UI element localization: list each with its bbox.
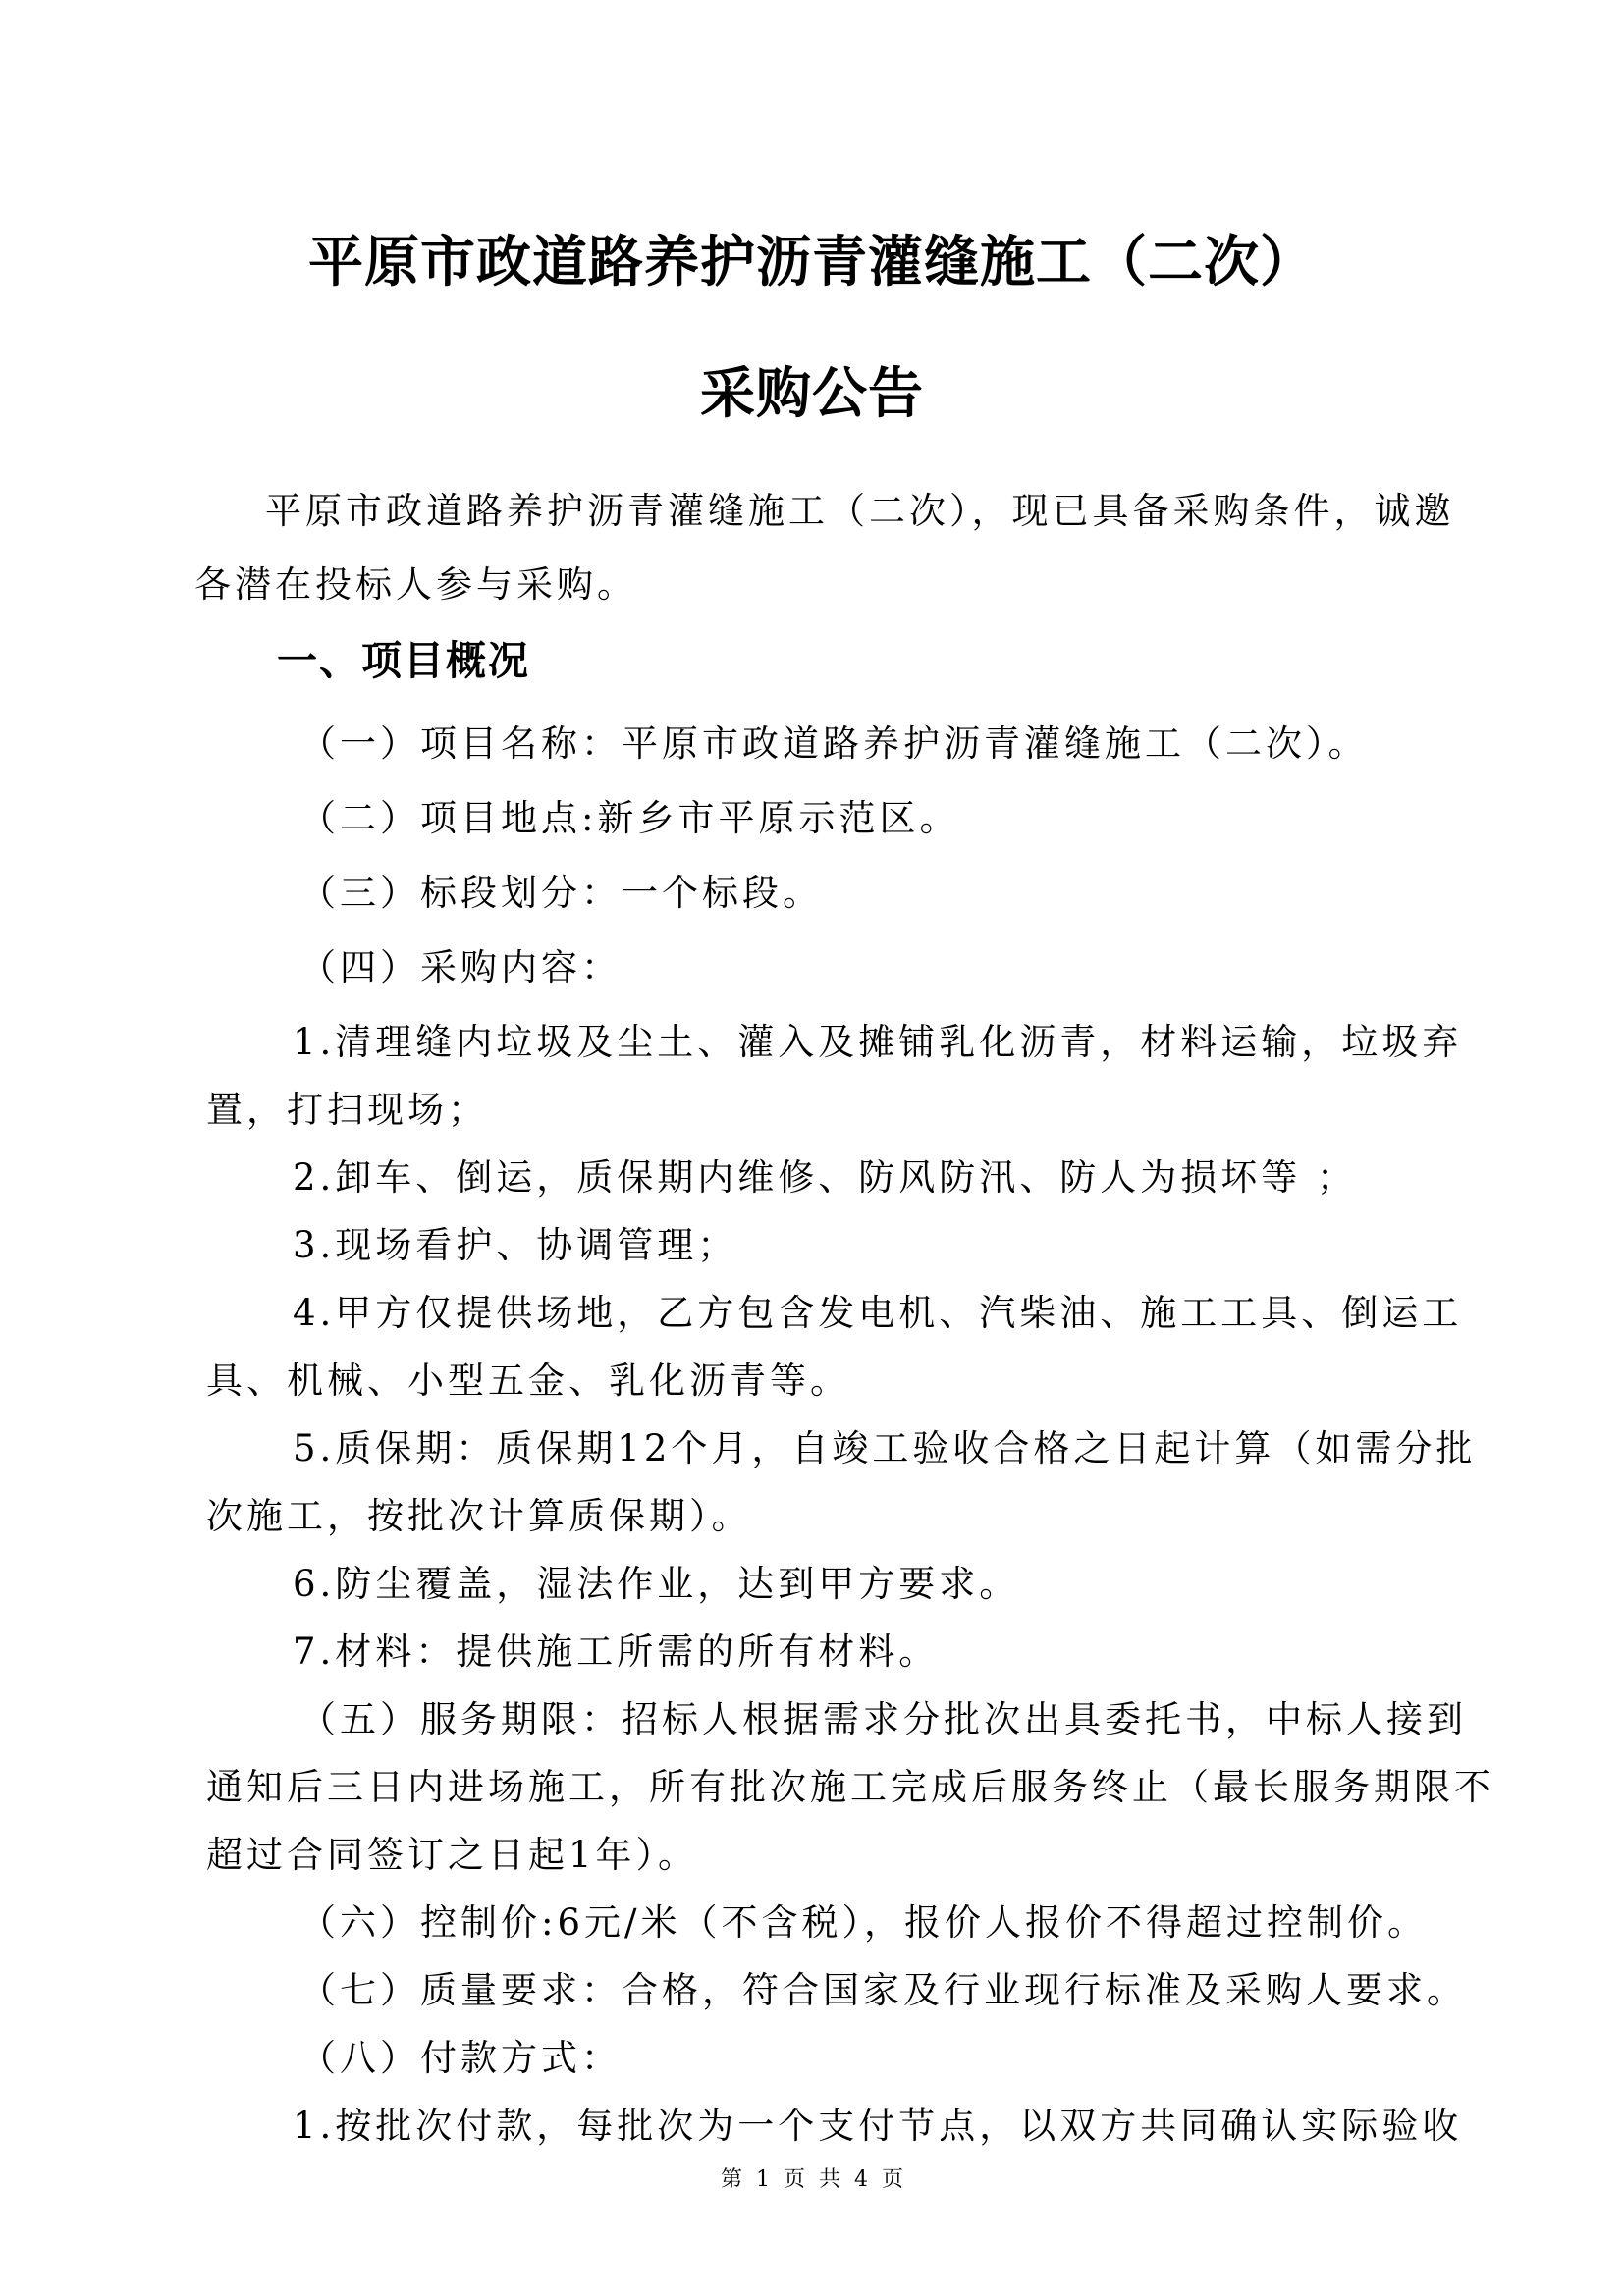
page-number: 1 <box>755 2167 770 2192</box>
payment-item-1: 1.按批次付款，每批次为一个支付节点，以双方共同确认实际验收 <box>293 2105 1463 2147</box>
payment-method-item: （八）付款方式： <box>299 2037 622 2079</box>
footer-suffix: 页 <box>882 2167 904 2192</box>
service-period-item-cont: 超过合同签订之日起1年）。 <box>206 1834 699 1876</box>
lot-division-item: （三）标段划分：一个标段。 <box>299 872 823 914</box>
footer-total-word: 共 <box>819 2167 841 2192</box>
page-footer <box>0 2169 1624 2191</box>
content-item-1-cont: 置，打扫现场； <box>206 1089 488 1131</box>
intro-paragraph-line: 各潜在投标人参与采购。 <box>194 563 637 606</box>
footer-prefix: 第 <box>720 2167 742 2192</box>
content-item-1: 1.清理缝内垃圾及尘土、灌入及摊铺乳化沥青，材料运输，垃圾弃 <box>293 1021 1463 1063</box>
content-item-2: 2.卸车、倒运，质保期内维修、防风防汛、防人为损坏等 ； <box>293 1156 1358 1199</box>
content-item-3: 3.现场看护、协调管理； <box>293 1224 738 1266</box>
quality-requirement-item: （七）质量要求：合格，符合国家及行业现行标准及采购人要求。 <box>299 1969 1467 2011</box>
content-item-7: 7.材料：提供施工所需的所有材料。 <box>293 1630 940 1673</box>
content-item-5: 5.质保期：质保期12个月，自竣工验收合格之日起计算（如需分批 <box>293 1427 1477 1469</box>
content-item-4: 4.甲方仅提供场地，乙方包含发电机、汽柴油、施工工具、倒运工 <box>293 1292 1463 1334</box>
content-item-5-cont: 次施工，按批次计算质保期）。 <box>206 1495 752 1537</box>
procurement-content-item: （四）采购内容： <box>299 946 622 988</box>
control-price-item: （六）控制价:6元/米（不含税），报价人报价不得超过控制价。 <box>299 1901 1428 1944</box>
content-item-4-cont: 具、机械、小型五金、乳化沥青等。 <box>206 1360 850 1402</box>
total-pages: 4 <box>854 2167 869 2192</box>
project-location-item: （二）项目地点:新乡市平原示范区。 <box>299 797 960 839</box>
document-subtitle: 采购公告 <box>700 362 924 426</box>
service-period-item: （五）服务期限：招标人根据需求分批次出具委托书，中标人接到 <box>299 1698 1467 1740</box>
service-period-item-cont: 通知后三日内进场施工，所有批次施工完成后服务终止（最长服务期限不 <box>206 1766 1494 1808</box>
footer-page-word: 页 <box>783 2167 805 2192</box>
project-name-item: （一）项目名称：平原市政道路养护沥青灌缝施工（二次）。 <box>299 722 1369 765</box>
content-item-6: 6.防尘覆盖，湿法作业，达到甲方要求。 <box>293 1563 1020 1605</box>
intro-paragraph-line: 平原市政道路养护沥青灌缝施工（二次），现已具备采购条件，诚邀 <box>265 490 1455 532</box>
document-title: 平原市政道路养护沥青灌缝施工（二次） <box>308 231 1316 294</box>
section-heading: 一、项目概况 <box>277 637 530 684</box>
